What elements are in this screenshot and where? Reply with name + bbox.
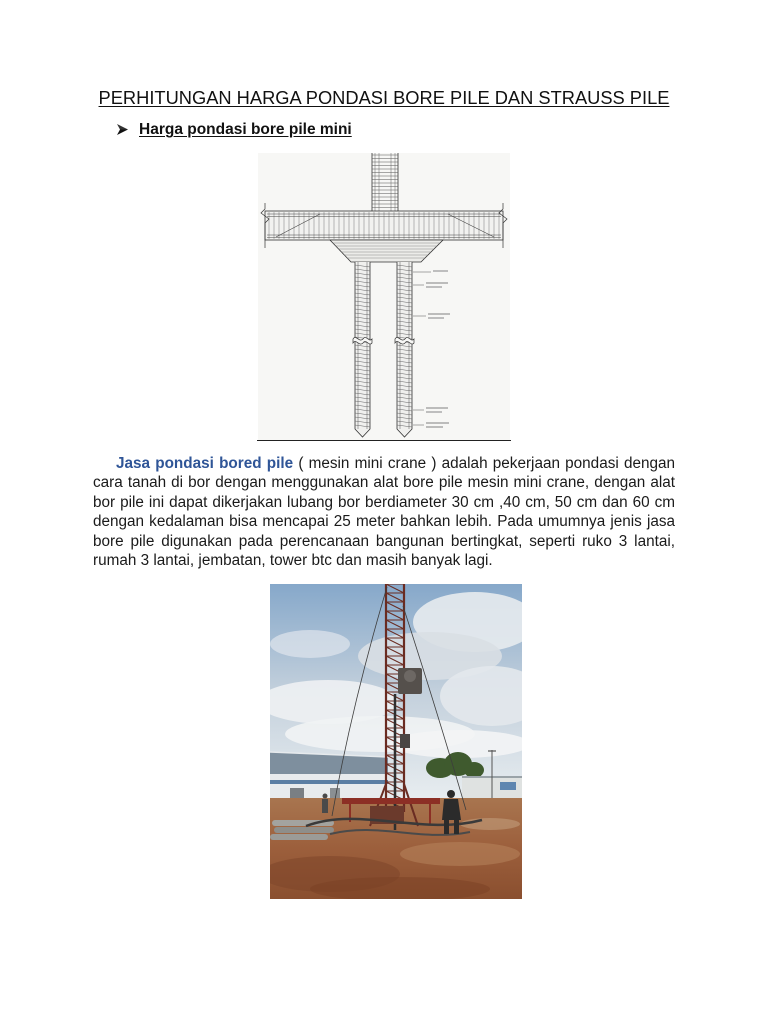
worker-head bbox=[323, 794, 328, 799]
cloud bbox=[270, 630, 350, 658]
soil-patch bbox=[400, 842, 520, 866]
winch-drum bbox=[404, 670, 416, 682]
worker-body bbox=[442, 799, 461, 820]
steel-pipes bbox=[270, 820, 334, 840]
paragraph-line-text: ( mesin mini crane ) adalah pekerjaan pondasi dengan bbox=[298, 455, 675, 472]
arrowhead-upper-facet bbox=[117, 124, 128, 130]
worker-leg bbox=[444, 820, 449, 834]
paragraph-line: bor pile ini dapat dikerjakan lubang bor berdiameter 30 cm ,40 cm, 50 cm dan 60 cm bbox=[93, 493, 675, 511]
drilling-rig-photo bbox=[270, 584, 522, 899]
building-sign bbox=[500, 782, 516, 790]
worker-leg bbox=[454, 820, 459, 834]
tree bbox=[464, 762, 484, 778]
rig-base-frame bbox=[342, 798, 440, 804]
worker-head bbox=[447, 790, 455, 798]
pipe bbox=[274, 827, 334, 833]
arrowhead-lower-facet bbox=[117, 130, 128, 136]
pipe bbox=[270, 834, 328, 840]
soil-patch bbox=[460, 818, 520, 830]
arrowhead-bullet-icon bbox=[117, 124, 128, 135]
worker bbox=[322, 794, 328, 814]
paragraph-line: rumah 3 lantai, jembatan, tower btc dan masih banyak lagi. bbox=[93, 552, 493, 570]
paragraph-line: bore pile digunakan pada perencanaan bangunan bertingkat, seperti ruko 3 lantai, bbox=[93, 532, 675, 550]
jasa-pondasi-link[interactable]: Jasa pondasi bored pile bbox=[116, 455, 294, 472]
section-heading: Harga pondasi bore pile mini bbox=[139, 121, 352, 138]
paragraph-line: cara tanah di bor dengan menggunakan alat bore pile mesin mini crane, dengan alat bbox=[93, 474, 675, 492]
paragraph-line bbox=[93, 454, 675, 473]
warehouse-stripe bbox=[270, 780, 388, 784]
body-paragraph bbox=[93, 454, 675, 570]
figure-bottom-rule bbox=[257, 440, 511, 441]
rig-clamp bbox=[400, 734, 410, 748]
worker-body bbox=[322, 799, 328, 813]
bore-pile-section-drawing bbox=[258, 153, 510, 440]
paragraph-line: dengan kedalaman bisa mencapai 25 meter bahkan lebih. Pada umumnya jenis jasa bbox=[93, 513, 675, 531]
page-title: PERHITUNGAN HARGA PONDASI BORE PILE DAN STRAUSS PILE bbox=[98, 87, 670, 108]
drawing-background bbox=[258, 153, 510, 440]
warehouse-wall bbox=[270, 774, 388, 800]
